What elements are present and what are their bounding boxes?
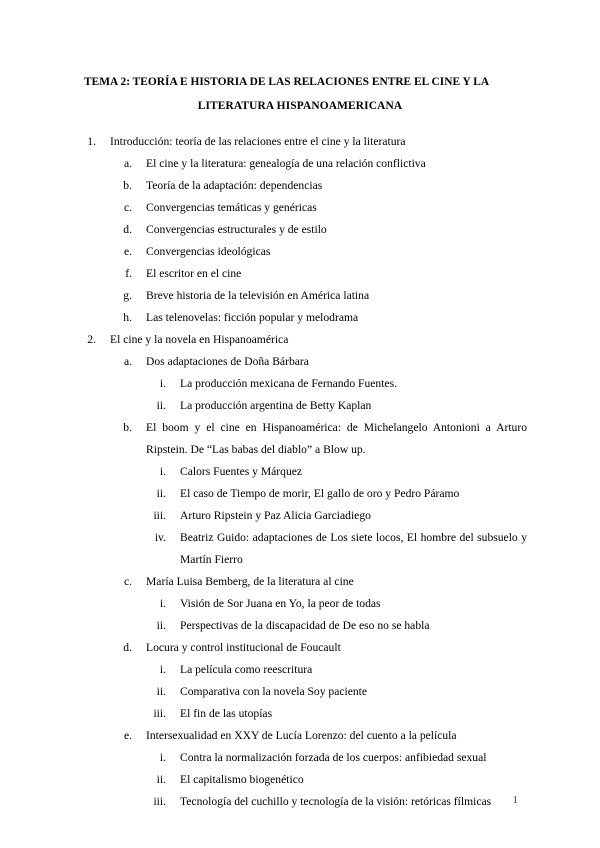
outline-item — [0, 769, 600, 791]
outline-item-marker: i. — [159, 465, 166, 478]
outline-item — [0, 461, 600, 483]
outline-item-text: La producción argentina de Betty Kaplan — [180, 399, 372, 412]
outline-item — [0, 483, 600, 505]
outline-item-text: Convergencias ideológicas — [146, 245, 271, 258]
outline-item-marker: i. — [159, 663, 166, 676]
outline-item — [0, 329, 600, 351]
outline-item — [0, 175, 600, 197]
outline-item-marker: d. — [123, 223, 132, 236]
outline-item-marker: 2. — [87, 333, 96, 346]
outline-item-marker: c. — [123, 201, 132, 214]
outline-item-marker: c. — [123, 575, 132, 588]
outline-item — [0, 571, 600, 593]
outline-item-text: El cine y la novela en Hispanoamérica — [110, 333, 289, 346]
outline-item-marker: d. — [123, 641, 132, 654]
outline-item-marker: i. — [159, 751, 166, 764]
outline-item-text: Dos adaptaciones de Doña Bárbara — [146, 355, 309, 368]
outline-item-text: María Luisa Bemberg, de la literatura al cine — [146, 575, 354, 588]
outline-item-text: El capitalismo biogenético — [180, 773, 304, 786]
outline-item — [0, 241, 600, 263]
outline-item-marker: e. — [123, 245, 132, 258]
outline-item-marker: a. — [123, 157, 132, 170]
outline-item-marker: b. — [123, 421, 132, 434]
outline-item-text: Contra la normalización forzada de los cuerpos: anfibiedad sexual — [180, 751, 487, 764]
outline-item-text: Tecnología del cuchillo y tecnología de la visión: retóricas fílmicas — [180, 795, 492, 808]
outline-item-text: Calors Fuentes y Márquez — [180, 465, 303, 478]
outline-item-marker: a. — [123, 355, 132, 368]
outline-item-marker: f. — [125, 267, 132, 280]
outline-list — [0, 131, 600, 813]
page-title-line-2: LITERATURA HISPANOAMERICANA — [197, 99, 403, 112]
outline-item-marker: iv. — [154, 531, 166, 544]
outline-item-text: Beatriz Guido: adaptaciones de Los siete locos, El hombre del subsuelo y Martín Fierro — [180, 531, 527, 566]
outline-item — [0, 307, 600, 329]
page-title-line-1: TEMA 2: TEORÍA E HISTORIA DE LAS RELACIONES ENTRE EL CINE Y LA — [84, 75, 490, 88]
outline-item-marker: g. — [123, 289, 132, 302]
outline-item-text: El caso de Tiempo de morir, El gallo de oro y Pedro Páramo — [180, 487, 460, 500]
outline-item — [0, 351, 600, 373]
outline-item — [0, 197, 600, 219]
outline-item-text: El fin de las utopías — [180, 707, 273, 720]
outline-item-marker: b. — [123, 179, 132, 192]
outline-item-marker: ii. — [156, 487, 166, 500]
outline-item-text: Introducción: teoría de las relaciones entre el cine y la literatura — [110, 135, 406, 148]
outline-item-text: Visión de Sor Juana en Yo, la peor de todas — [180, 597, 381, 610]
outline-item-text: Arturo Ripstein y Paz Alicia Garciadiego — [180, 509, 371, 522]
outline-item — [0, 417, 600, 461]
outline-item-text: Convergencias temáticas y genéricas — [146, 201, 317, 214]
outline-item-text: Las telenovelas: ficción popular y melodrama — [146, 311, 359, 324]
outline-item-text: Intersexualidad en XXY de Lucía Lorenzo: del cuento a la película — [146, 729, 457, 742]
outline-item-marker: h. — [123, 311, 132, 324]
outline-item — [0, 505, 600, 527]
outline-item — [0, 527, 600, 571]
outline-item — [0, 219, 600, 241]
outline-item-marker: e. — [123, 729, 132, 742]
outline-item — [0, 131, 600, 153]
outline-item — [0, 263, 600, 285]
outline-item — [0, 615, 600, 637]
outline-item-text: La película como reescritura — [180, 663, 313, 676]
outline-item — [0, 373, 600, 395]
outline-item — [0, 659, 600, 681]
outline-item-text: El escritor en el cine — [146, 267, 242, 280]
outline-item — [0, 153, 600, 175]
outline-item-marker: iii. — [153, 795, 166, 808]
outline-item-marker: iii. — [153, 509, 166, 522]
outline-item-text: Comparativa con la novela Soy paciente — [180, 685, 368, 698]
outline-item — [0, 681, 600, 703]
outline-item-marker: ii. — [156, 685, 166, 698]
outline-item-text: El cine y la literatura: genealogía de una relación conflictiva — [146, 157, 426, 170]
outline-item-marker: ii. — [156, 773, 166, 786]
outline-item — [0, 725, 600, 747]
outline-item — [0, 395, 600, 417]
outline-item-text: Convergencias estructurales y de estilo — [146, 223, 327, 236]
outline-item — [0, 703, 600, 725]
outline-item-marker: ii. — [156, 619, 166, 632]
page-title — [84, 70, 516, 118]
outline-item-marker: i. — [159, 597, 166, 610]
outline-item-marker: i. — [159, 377, 166, 390]
outline-item-marker: iii. — [153, 707, 166, 720]
outline-item — [0, 637, 600, 659]
outline-item-marker: ii. — [156, 399, 166, 412]
outline-item — [0, 593, 600, 615]
outline-item-text: El boom y el cine en Hispanoamérica: de Michelangelo Antonioni a Arturo Ripstein. De “Las babas del diablo” a Blow up. — [146, 421, 527, 456]
outline-item-text: Breve historia de la televisión en América latina — [146, 289, 370, 302]
outline-item-text: Perspectivas de la discapacidad de De eso no se habla — [180, 619, 430, 632]
outline-item-text: Teoría de la adaptación: dependencias — [146, 179, 323, 192]
outline-item — [0, 747, 600, 769]
page-number: 1 — [512, 794, 518, 806]
outline-item-text: Locura y control institucional de Foucault — [146, 641, 341, 654]
outline-item-marker: 1. — [87, 135, 96, 148]
outline-item — [0, 285, 600, 307]
outline-item-text: La producción mexicana de Fernando Fuentes. — [180, 377, 397, 390]
